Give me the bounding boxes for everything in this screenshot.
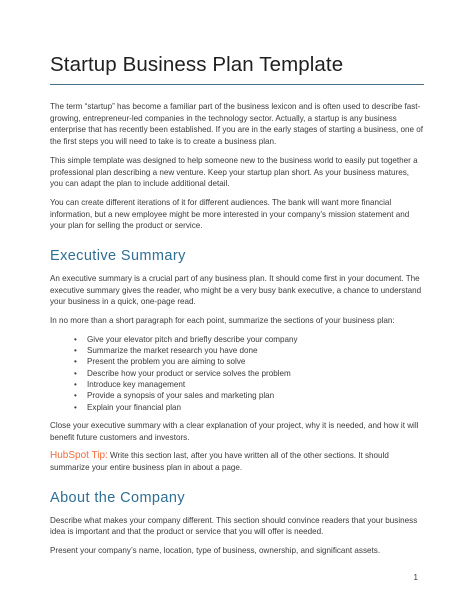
list-item xyxy=(74,334,424,345)
list-item xyxy=(74,402,424,413)
list-item-text: Present the problem you are aiming to solve xyxy=(87,357,246,367)
executive-summary-bullet-list xyxy=(50,334,424,413)
list-item xyxy=(74,390,424,401)
list-item xyxy=(74,345,424,356)
hubspot-tip xyxy=(50,450,424,473)
intro-paragraph-3: You can create different iterations of it for different audiences. The bank will want more financial information, but a new employee might be more interested in your company’s mission statement and your plan for selling the product or service. xyxy=(50,197,410,231)
list-item-text: Introduce key management xyxy=(87,380,186,390)
list-item-text: Summarize the market research you have done xyxy=(87,346,258,356)
bullet-icon: • xyxy=(74,357,77,367)
executive-summary-paragraph-1: An executive summary is a crucial part of any business plan. It should come first in your document. The executive summary gives the reader, who might be a very busy bank executive, a chance to understand your business in a quick, one-page read. xyxy=(50,274,422,307)
about-company-paragraph-1: Describe what makes your company different. This section should convince readers that your business idea is important and that the product or service that you will offer is needed. xyxy=(50,515,418,537)
bullet-icon: • xyxy=(74,346,77,356)
executive-summary-paragraph-2: In no more than a short paragraph for each point, summarize the sections of your business plan: xyxy=(50,316,395,326)
bullet-icon: • xyxy=(74,368,77,378)
page-number: 1 xyxy=(413,573,418,582)
list-item-text: Give your elevator pitch and briefly describe your company xyxy=(87,334,298,344)
list-item-text: Describe how your product or service solves the problem xyxy=(87,368,291,378)
bullet-icon: • xyxy=(74,380,77,390)
about-company-heading: About the Company xyxy=(50,489,185,506)
tip-label: HubSpot Tip: xyxy=(50,450,108,462)
bullet-icon: • xyxy=(74,334,77,344)
list-item xyxy=(74,379,424,390)
page-title: Startup Business Plan Template xyxy=(50,53,344,76)
bullet-icon: • xyxy=(74,402,77,412)
list-item xyxy=(74,356,424,367)
executive-summary-closing: Close your executive summary with a clear explanation of your project, why it is needed, and how it will benefit future customers and investors. xyxy=(50,420,419,442)
intro-paragraph-2: This simple template was designed to help someone new to the business world to easily put together a professional plan describing a new venture. Keep your startup plan short. As your business matures, you can adapt the plan to include additional detail. xyxy=(50,155,418,189)
list-item xyxy=(74,368,424,379)
bullet-icon: • xyxy=(74,391,77,401)
executive-summary-heading: Executive Summary xyxy=(50,248,186,265)
list-item-text: Provide a synopsis of your sales and marketing plan xyxy=(87,391,275,401)
list-item-text: Explain your financial plan xyxy=(87,402,182,412)
tip-text: Write this section last, after you have written all of the other sections. It should summarize your entire business plan in about a page. xyxy=(50,451,389,473)
intro-paragraph-1: The term “startup” has become a familiar part of the business lexicon and is often used to describe fast-growing, entrepreneur-led companies in the technology sector. Actually, a startup is any business enterprise that has recently been established. If you are in the early stages of starting a business, one of the first steps you will need to take is to create a business plan. xyxy=(50,102,423,147)
title-divider xyxy=(50,84,424,85)
about-company-paragraph-2: Present your company’s name, location, type of business, ownership, and significant assets. xyxy=(50,546,381,556)
